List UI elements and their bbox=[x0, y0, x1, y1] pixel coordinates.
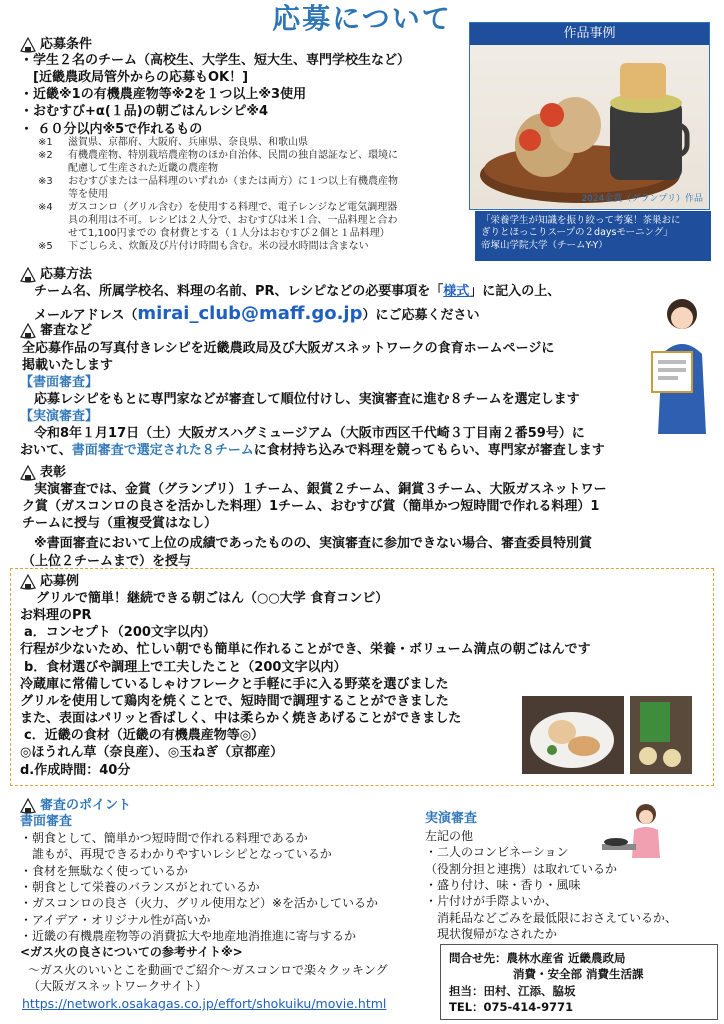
caption-line: 「栄養学生が知識を振り絞って考案！茶巣おに bbox=[481, 215, 681, 226]
staff-woman-illustration bbox=[648, 294, 716, 434]
review-heading: 審査など bbox=[20, 322, 92, 339]
onigiri-icon bbox=[20, 37, 36, 53]
onigiri-icon bbox=[20, 574, 36, 590]
onigiri-icon bbox=[20, 798, 36, 814]
ingredients-photo-image bbox=[630, 696, 692, 774]
method-heading: 応募方法 bbox=[20, 266, 92, 283]
caption-line: ぎりとほっこりスープの２daysモーニング」 bbox=[481, 227, 673, 239]
cooking-woman-illustration bbox=[598, 800, 680, 862]
example-pr-label: お料理のPR bbox=[20, 608, 92, 624]
live-points-heading: 実演審査 bbox=[425, 811, 478, 826]
photo-header: 作品事例 bbox=[470, 23, 709, 45]
onigiri-icon bbox=[20, 465, 36, 481]
example-body: グリルで簡単！継続できる朝ごはん（○○大学 食育コンビ） お料理のPR a．コンセプト（200文字以内） 行程が少ないため、忙しい朝でも簡単に作れることができ、栄養・ボリューム満点の朝ごはんです b．食材選びや調理上で工夫したこと（200文字以内） 冷蔵庫に常備しているしゃけフレークと手軽に手に入る野菜を選びました グリルを使用して鶏肉を焼くことで、短時間で調理することができました また、表面はパリッと香ばしく、中は柔らかく焼きあげることができました c．近畿の食材（近畿の有機農産物等◎） ◎ほうれん草（奈良産）、◎玉ねぎ（京都産） d.作成時間：40分 bbox=[20, 590, 710, 779]
onigiri-icon bbox=[20, 267, 36, 283]
note-5: ※5 下ごしらえ、炊飯及び片付け時間も含む。米の浸水時間は含まない bbox=[38, 241, 369, 252]
live-review-line-2: おいて、書面審査で選定された８チームに食材持ち込みで料理を競ってもらい、専門家が審査します bbox=[20, 443, 605, 458]
example-heading: 応募例 bbox=[20, 573, 79, 590]
note-3: ※3 おむすびまたは一品料理のいずれか（または両方）に１つ以上有機農産物 等を使用 bbox=[38, 176, 398, 200]
page-title: 応募について bbox=[272, 2, 452, 35]
caption-line: 帝塚山学院大学（チームY-Y） bbox=[481, 239, 608, 251]
awards-text: 実演審査では、金賞（グランプリ）１チーム、銀賞２チーム、銅賞３チーム、大阪ガスネットワー ク賞（ガスコンロの良さを活かした料理）1チーム、おむすび賞（簡単かつ短時間で作れる料理）1 チームに授与（重複受賞はなし） ※書面審査において上位の成績であったものの、実演審査に参加できない場合、審査委員特別賞 （上位２チームまで）を授与 bbox=[22, 482, 607, 569]
form-link[interactable]: 様式 bbox=[443, 284, 470, 299]
onigiri-icon bbox=[20, 323, 36, 339]
requirement-item: ・おむすび+α(１品)の朝ごはんレシピ※4 bbox=[20, 104, 269, 120]
method-line-2: メールアドレス（mirai_club@maff.go.jp）にご応募ください bbox=[34, 303, 480, 324]
example-dish: グリルで簡単！継続できる朝ごはん（○○大学 食育コンビ） bbox=[36, 591, 389, 606]
photo-caption bbox=[475, 211, 711, 261]
live-points-list: 左記の他 ・二人のコンビネーション （役割分担と連携）は取れているか ・盛り付け、味・香り・風味 ・片付けが手際よいか、 消耗品などごみを最低限におさえているか、 現状復帰がなされたか bbox=[425, 829, 678, 941]
awards-heading: 表彰 bbox=[20, 464, 66, 481]
requirement-notes bbox=[38, 136, 468, 253]
doc-review-label: 【書面審査】 bbox=[20, 375, 99, 390]
live-review-line-1: 令和8年１月17日（土）大阪ガスハグミュージアム（大阪市西区千代崎３丁目南２番59号）に bbox=[34, 426, 585, 441]
note-1: ※1 滋賀県、京都府、大阪府、兵庫県、奈良県、和歌山県 bbox=[38, 137, 308, 148]
gas-site-heading: <ガス火の良さについての参考サイト※> bbox=[20, 945, 243, 959]
doc-points-heading: 書面審査 bbox=[20, 814, 73, 829]
review-intro: 全応募作品の写真付きレシピを近畿農政局及び大阪ガスネットワークの食育ホームページに 掲載いたします bbox=[22, 341, 555, 374]
requirements-heading: 応募条件 bbox=[20, 36, 92, 53]
points-heading: 審査のポイント bbox=[20, 797, 131, 814]
award-label: 2024金賞（グランプリ）作品 bbox=[581, 194, 703, 205]
contact-box: 問合せ先：農林水産省 近畿農政局 消費・安全部 消費生活課 担当：田村、江添、脇坂 TEL：075-414-9771 bbox=[440, 944, 718, 1020]
note-2: ※2 有機農産物、特別栽培農産物のほか自治体、民間の独自認証など、環境に 配慮して生産された近畿の農産物 bbox=[38, 150, 398, 174]
grilled-dish-photo-image bbox=[522, 696, 624, 774]
doc-review-text: 応募レシピをもとに専門家などが審査して順位付けし、実演審査に進む８チームを選定します bbox=[34, 392, 580, 407]
requirement-item: ・ ６０分以内※5で作れるもの bbox=[20, 121, 203, 137]
live-review-label: 【実演審査】 bbox=[20, 409, 99, 424]
gas-site-description: ～ガス火のいいとこを動画でご紹介～ガスコンロで楽々クッキング （大阪ガスネットワークサイト） bbox=[28, 963, 388, 994]
breakfast-photo-image bbox=[470, 45, 709, 209]
email-address-link[interactable]: mirai_club@maff.go.jp bbox=[137, 303, 363, 324]
gas-site-link[interactable]: https://network.osakagas.co.jp/effort/shokuiku/movie.html bbox=[22, 996, 387, 1011]
method-line-1: チーム名、所属学校名、料理の名前、PR、レシピなどの必要事項を「様式」に記入の上、 bbox=[34, 284, 561, 299]
doc-points-list: ・朝食として、簡単かつ短時間で作れる料理であるか 誰もが、再現できるわかりやすいレシピとなっているか ・食材を無駄なく使っているか ・朝食として栄養のバランスがとれているか ・ガスコンロの良さ（火力、グリル使用など）※を活かしているか ・アイデア・オリジナル性が高いか ・近畿の有機農産物等の消費拡大や地産地消推進に寄与するか bbox=[20, 831, 379, 943]
requirement-item: ・近畿※1の有機農産物等※2を１つ以上※3使用 bbox=[20, 87, 307, 103]
requirement-item: ・学生２名のチーム（高校生、大学生、短大生、専門学校生など） bbox=[20, 53, 411, 68]
note-4: ※4 ガスコンロ（グリル含む）を使用する料理で、電子レンジなど電気調理器 具の利用は不可。レシピは２人分で、おむすびは米１合、一品料理と合わ せて1,100円までの 食材費とする（１人分はおむすび２個と１品料理） bbox=[38, 202, 398, 239]
requirement-item: [近畿農政局管外からの応募もOK！] bbox=[20, 70, 249, 86]
requirements-list bbox=[20, 52, 470, 138]
example-photo-box bbox=[469, 22, 710, 210]
